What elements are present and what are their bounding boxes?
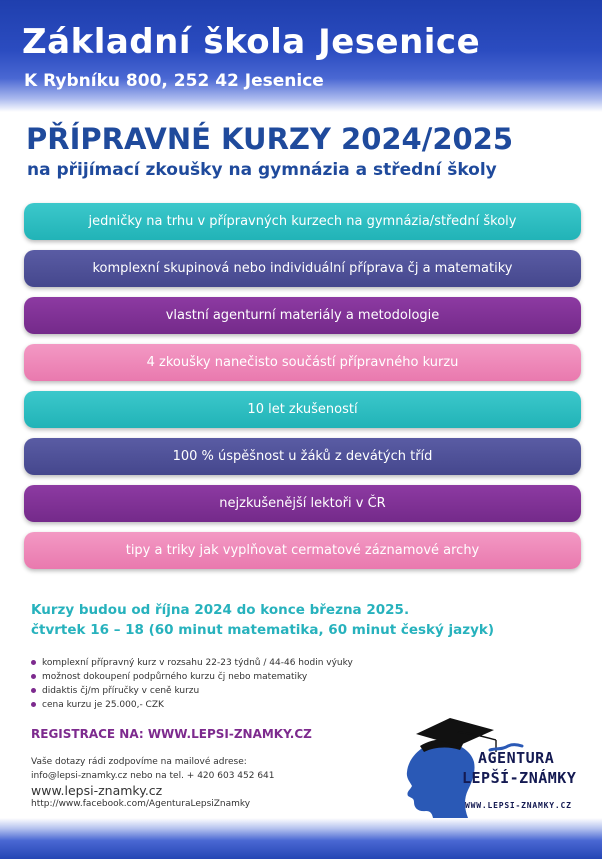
registration-link[interactable]: REGISTRACE NA: WWW.LEPSI-ZNAMKY.CZ bbox=[31, 727, 312, 741]
course-details-list bbox=[31, 656, 353, 712]
feature-item: jedničky na trhu v přípravných kurzech na gymnázia/střední školy bbox=[24, 203, 581, 240]
feature-item: nejzkušenější lektoři v ČR bbox=[24, 485, 581, 522]
page-subtitle: na přijímací zkoušky na gymnázia a střední školy bbox=[27, 160, 497, 180]
feature-item: 4 zkoušky nanečisto součástí přípravného kurzu bbox=[24, 344, 581, 381]
feature-item: komplexní skupinová nebo individuální příprava čj a matematiky bbox=[24, 250, 581, 287]
feature-item: tipy a triky jak vyplňovat cermatové záznamové archy bbox=[24, 532, 581, 569]
feature-item: 10 let zkušeností bbox=[24, 391, 581, 428]
feature-item: 100 % úspěšnost u žáků z devátých tříd bbox=[24, 438, 581, 475]
list-item: cena kurzu je 25.000,- CZK bbox=[31, 698, 353, 712]
feature-list bbox=[24, 203, 581, 579]
footer-banner bbox=[0, 818, 602, 859]
page-title: PŘÍPRAVNÉ KURZY 2024/2025 bbox=[26, 122, 514, 156]
course-schedule bbox=[31, 600, 494, 640]
bullet-icon bbox=[31, 674, 36, 679]
contact-details[interactable]: info@lepsi-znamky.cz nebo na tel. + 420 603 452 641 bbox=[31, 771, 275, 781]
list-item: didaktis čj/m příručky v ceně kurzu bbox=[31, 684, 353, 698]
school-address: K Rybníku 800, 252 42 Jesenice bbox=[24, 71, 324, 91]
facebook-link[interactable]: http://www.facebook.com/AgenturaLepsiZnamky bbox=[31, 799, 251, 809]
feature-item: vlastní agenturní materiály a metodologie bbox=[24, 297, 581, 334]
bullet-icon bbox=[31, 660, 36, 665]
schedule-times: čtvrtek 16 – 18 (60 minut matematika, 60 minut český jazyk) bbox=[31, 622, 495, 638]
contact-info bbox=[31, 755, 275, 783]
contact-intro: Vaše dotazy rádi zodpovíme na mailové adrese: bbox=[31, 757, 247, 767]
school-name: Základní škola Jesenice bbox=[22, 22, 481, 62]
header-banner bbox=[0, 0, 602, 112]
logo-text-agentura: AGENTURA bbox=[478, 749, 555, 767]
website-link[interactable]: www.lepsi-znamky.cz bbox=[31, 783, 163, 798]
bullet-icon bbox=[31, 702, 36, 707]
bullet-icon bbox=[31, 688, 36, 693]
list-item: komplexní přípravný kurz v rozsahu 22-23 týdnů / 44-46 hodin výuky bbox=[31, 656, 353, 670]
logo-url: WWW.LEPSI-ZNAMKY.CZ bbox=[465, 801, 572, 810]
logo-text-brand: LEPŠÍ-ZNÁMKY bbox=[462, 769, 577, 787]
schedule-dates: Kurzy budou od října 2024 do konce března 2025. bbox=[31, 602, 410, 618]
list-item: možnost dokoupení podpůrného kurzu čj nebo matematiky bbox=[31, 670, 353, 684]
